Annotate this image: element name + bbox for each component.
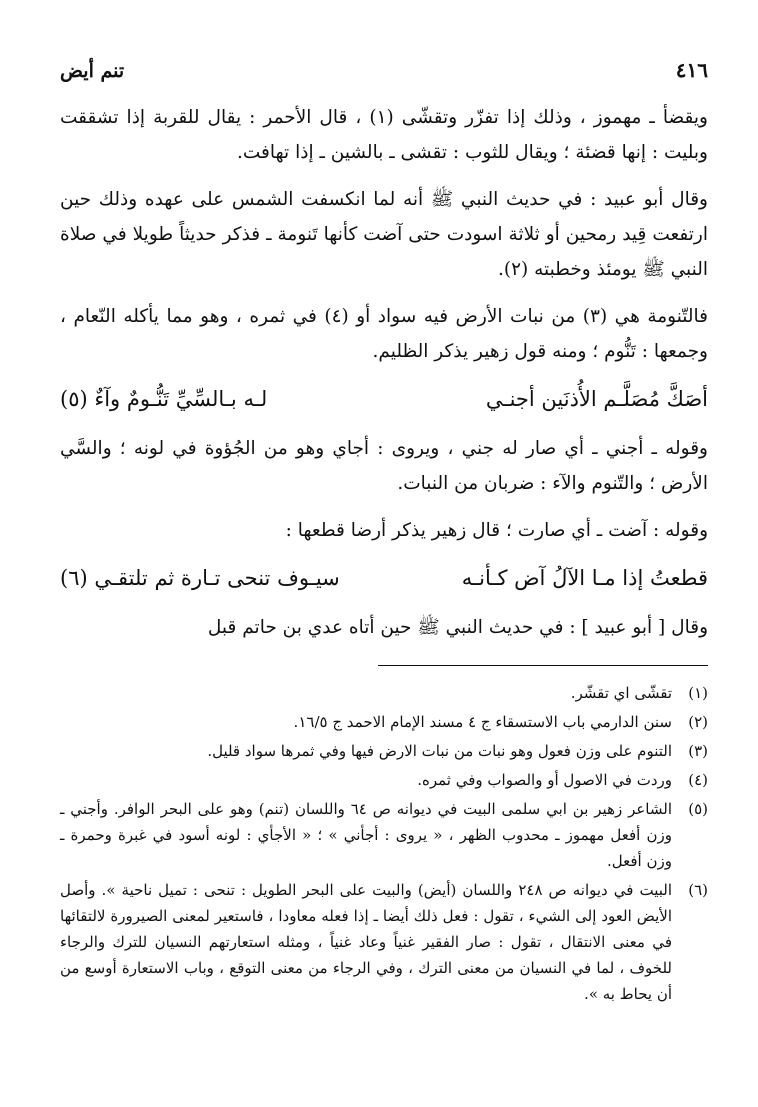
footnote-text: التنوم على وزن فعول وهو نبات من نبات الارض فيها وفي ثمرها سواد قليل.	[207, 742, 672, 760]
footnote-number: (٣)	[688, 742, 708, 760]
footnote	[60, 877, 708, 1007]
paragraph-4: وقوله ـ أجني ـ أي صار له جني ، ويروى : أجاي وهو من الجُؤوة في لونه ؛ والسَّي الأرض ؛ والتّنوم والآء : ضربان من النبات.	[60, 438, 708, 494]
paragraph-3: فالتّنومة هي (٣) من نبات الأرض فيه سواد أو (٤) في ثمره ، وهو مما يأكله النّعام ، وجمعها : تَنُّوم ؛ ومنه قول زهير يذكر الظليم.	[60, 306, 708, 362]
footnotes	[60, 680, 708, 1007]
paragraph-1: ويقضأ ـ مهموز ، وذلك إذا تفزّر وتقشّى (١) ، قال الأحمر : يقال للقربة إذا تشققت وبليت : إنها قضئة ؛ ويقال للثوب : تقشى ـ بالشين ـ إذا تهافت.	[60, 107, 708, 163]
paragraph-2: وقال أبو عبيد : في حديث النبي ﷺ أنه لما انكسفت الشمس على عهده وذلك حين ارتفعت قِيد رمحين أو ثلاثة اسودت حتى آضت كأنها تَنومة ـ فذكر حديثاً طويلا في صلاة النبي ﷺ يومئذ وخطبته (٢).	[60, 189, 708, 280]
verse-1	[60, 381, 708, 417]
verse-1-second-hemistich: لـه بـالسِّيِّ تَنُّـومٌ وآءٌ (٥)	[60, 387, 268, 411]
footnote	[60, 796, 708, 874]
footnote	[60, 680, 708, 706]
verse-2-first-hemistich: قطعتُ إذا مـا الآلُ آض كـأنـه	[461, 566, 708, 590]
footnote-text: سنن الدارمي باب الاستسقاء ج ٤ مسند الإمام الاحمد ج ١٦/٥.	[293, 713, 672, 731]
footnote-text: وردت في الاصول أو والصواب وفي ثمره.	[417, 771, 672, 789]
footnote	[60, 767, 708, 793]
verse-2-second-hemistich: سيـوف تنحى تـارة ثم تلتقـي (٦)	[60, 566, 340, 590]
footnote-text: البيت في ديوانه ص ٢٤٨ واللسان (أيض) والبيت على البحر الطويل : تنحى : تميل ناحية ». وأصل الأيض العود إلى الشيء ، تقول : فعل ذلك أيضا ـ إذا فعله معاودا ، فاستعير لمعنى الصيرورة لالتقائها في معنى الانتقال ، تقول : صار الفقير غنياً وعاد غنياً ، ومثله استعارتهم النسيان للترك والرجاء للخوف ، لما في النسيان من معنى الترك ، وفي الرجاء من معنى التوقع ، وباب الاستعارة أوسع من أن يحاط به ».	[60, 881, 672, 1003]
running-title: تنم أيض	[60, 60, 125, 82]
footnote-number: (٢)	[688, 713, 708, 731]
footnote-number: (١)	[688, 684, 708, 702]
page-number: ٤١٦	[675, 58, 708, 82]
footnote-number: (٥)	[688, 800, 708, 818]
paragraph-5: وقوله : آضت ـ أي صارت ؛ قال زهير يذكر أرضا قطعها :	[285, 520, 708, 541]
footnote	[60, 738, 708, 764]
verse-1-first-hemistich: أصَكَّ مُصَلَّـم الأُذنَين أجنـي	[485, 387, 708, 411]
verse-2	[60, 560, 708, 596]
paragraph-6: وقال [ أبو عبيد ] : في حديث النبي ﷺ حين أتاه عدي بن حاتم قبل	[207, 617, 708, 638]
footnote-number: (٤)	[688, 771, 708, 789]
footnote	[60, 709, 708, 735]
footnote-text: الشاعر زهير بن ابي سلمى البيت في ديوانه ص ٦٤ واللسان (تنم) وهو على البحر الوافر. وأجني ـ وزن أفعل مهموز ـ محدوب الظهر ، « يروى : أجأني » ؛ « الأجأي : لونه أسود في غبرة وحمرة ـ وزن أفعل.	[60, 800, 672, 870]
footnote-text: تقشّى اي تقشّر.	[570, 684, 672, 702]
footnote-divider	[378, 665, 708, 666]
footnote-number: (٦)	[688, 881, 708, 899]
page-header	[60, 58, 708, 82]
